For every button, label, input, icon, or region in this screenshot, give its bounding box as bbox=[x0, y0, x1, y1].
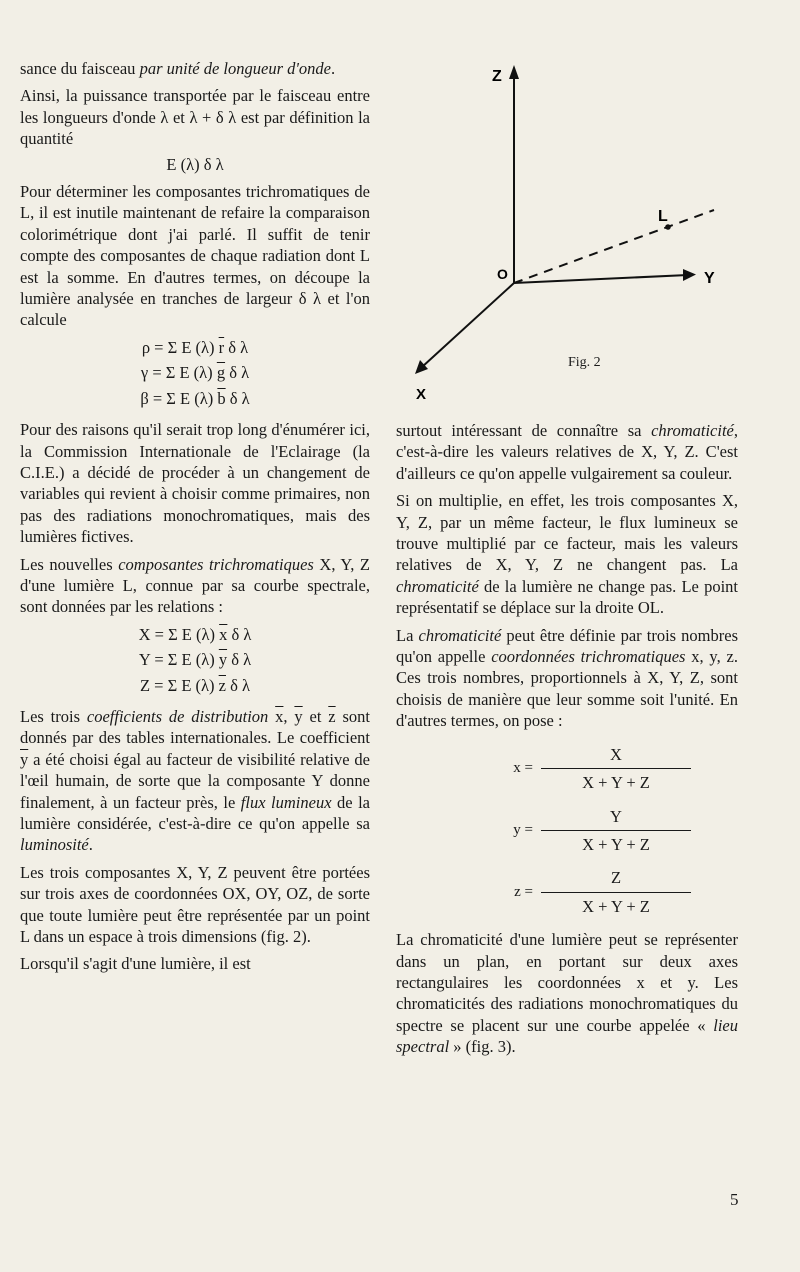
y-axis-arrow bbox=[683, 269, 696, 281]
paragraph-lorsquil: Lorsqu'il s'agit d'une lumière, il est bbox=[20, 954, 251, 974]
equation-x: X = Σ E (λ) $\overline{x}$ δ λ bbox=[138, 624, 252, 644]
paragraph-chromaticite: surtout intéressant de connaître sa chromaticité, c'est-à-dire les valeurs relatives de X, Y, Z. C'est d'ailleurs ce qu'on appelle vulgairement sa couleur. bbox=[396, 421, 738, 483]
equation-rho: ρ = Σ E (λ) $\overline{r}$ δ λ bbox=[141, 337, 249, 357]
figure-caption: Fig. 2 bbox=[568, 355, 601, 370]
paragraph-cie: Pour des raisons qu'il serait trop long d'énumérer ici, la Commission Internationale de l'Eclairage (la C.I.E.) a décidé de procéder à un changement de variables qui revient à choisir comme primaires, non pas des radiations monochromatiques, mais des lumières fictives. bbox=[20, 420, 370, 547]
formula-e-lambda: E (λ) δ λ bbox=[166, 154, 224, 174]
fraction-y: y = $\frac{Y}{X + Y + Z}$ bbox=[396, 806, 738, 856]
equations-xyz bbox=[20, 624, 370, 696]
left-column bbox=[20, 58, 370, 975]
y-axis-label: Y bbox=[704, 270, 715, 287]
paragraph-lieu-spectral: La chromaticité d'une lumière peut se représenter dans un plan, en portant sur deux axes rectangulaires les coordonnées x et y. Les chromaticités des radiations monochromatiques du spectre se placent sur une courbe appelée « lieu spectral » (fig. 3). bbox=[396, 930, 738, 1057]
right-column bbox=[396, 420, 738, 1058]
paragraph-coefficients: Les trois coefficients de distribution $\overline{x}$, $\overline{y}$ et $\overline{z}$ sont donnés par des tables internationales. Le coefficient $\overline{y}$ a été choisi égal au facteur de visibilité relative de l'œil humain, de sorte que la composante Y donne finalement, à un facteur près, le flux lumineux de la lumière considérée, c'est-à-dire ce qu'on appelle sa luminosité. bbox=[20, 706, 370, 855]
paragraph-pour-determiner: Pour déterminer les composantes trichromatiques de L, il est inutile maintenant de refaire la comparaison colorimétrique dont j'ai parlé. Il suffit de tenir compte des composantes de chaque radiation dont L est la somme. En d'autres termes, on découpe la lumière analysée en tranches de largeur δ λ et l'on calcule bbox=[20, 182, 370, 330]
equations-rgb bbox=[20, 337, 370, 409]
origin-label: O bbox=[497, 266, 508, 282]
paragraph-coordonnees: La chromaticité peut être définie par trois nombres qu'on appelle coordonnées trichromatiques x, y, z. Ces trois nombres, proportionnels à X, Y, Z, sont choisis de manière que leur somme soit l'unité. En d'autres termes, on pose : bbox=[396, 625, 739, 731]
paragraph-multiplie: Si on multiplie, en effet, les trois composantes X, Y, Z, par un même facteur, le flux lumineux se trouve multiplié par ce facteur, mais les valeurs relatives de X, Y, Z ne changent pas. La chromaticité de la lumière ne change pas. Le point représentatif se déplace sur la droite OL. bbox=[396, 491, 738, 618]
paragraph-ainsi: Ainsi, la puissance transportée par le faisceau entre les longueurs d'onde λ et λ + δ λ est par définition la quantité bbox=[20, 86, 370, 149]
figure-2 bbox=[396, 55, 738, 405]
point-l-label: L bbox=[658, 208, 668, 225]
z-axis-label: Z bbox=[492, 68, 502, 85]
point-l-marker bbox=[665, 224, 671, 230]
z-axis-arrow bbox=[509, 65, 519, 79]
x-axis-label: X bbox=[416, 386, 427, 403]
paragraph-continuation: sance du faisceau par unité de longueur d'onde. bbox=[20, 59, 336, 78]
equation-beta: β = Σ E (λ) $\overline{b}$ δ λ bbox=[140, 388, 250, 408]
equation-y: Y = Σ E (λ) $\overline{y}$ δ λ bbox=[138, 650, 252, 670]
fraction-x: x = $\frac{X}{X + Y + Z}$ bbox=[396, 744, 738, 794]
page-number: 5 bbox=[730, 1190, 739, 1209]
y-axis-line bbox=[514, 275, 688, 283]
paragraph-nouvelles-composantes: Les nouvelles composantes trichromatiques X, Y, Z d'une lumière L, connue par sa courbe spectrale, sont données par les relations : bbox=[20, 554, 370, 617]
equation-z: Z = Σ E (λ) $\overline{z}$ δ λ bbox=[139, 675, 251, 695]
axes-diagram bbox=[396, 55, 738, 405]
x-axis-line bbox=[422, 283, 514, 367]
equation-gamma: γ = Σ E (λ) $\overline{g}$ δ λ bbox=[140, 363, 250, 383]
fraction-z: z = $\frac{Z}{X + Y + Z}$ bbox=[396, 867, 738, 917]
paragraph-trois-axes: Les trois composantes X, Y, Z peuvent être portées sur trois axes de coordonnées OX, OY, OZ, de sorte que toute lumière peut être représentée par un point L dans un espace à trois dimensions (fig. 2). bbox=[20, 862, 370, 947]
